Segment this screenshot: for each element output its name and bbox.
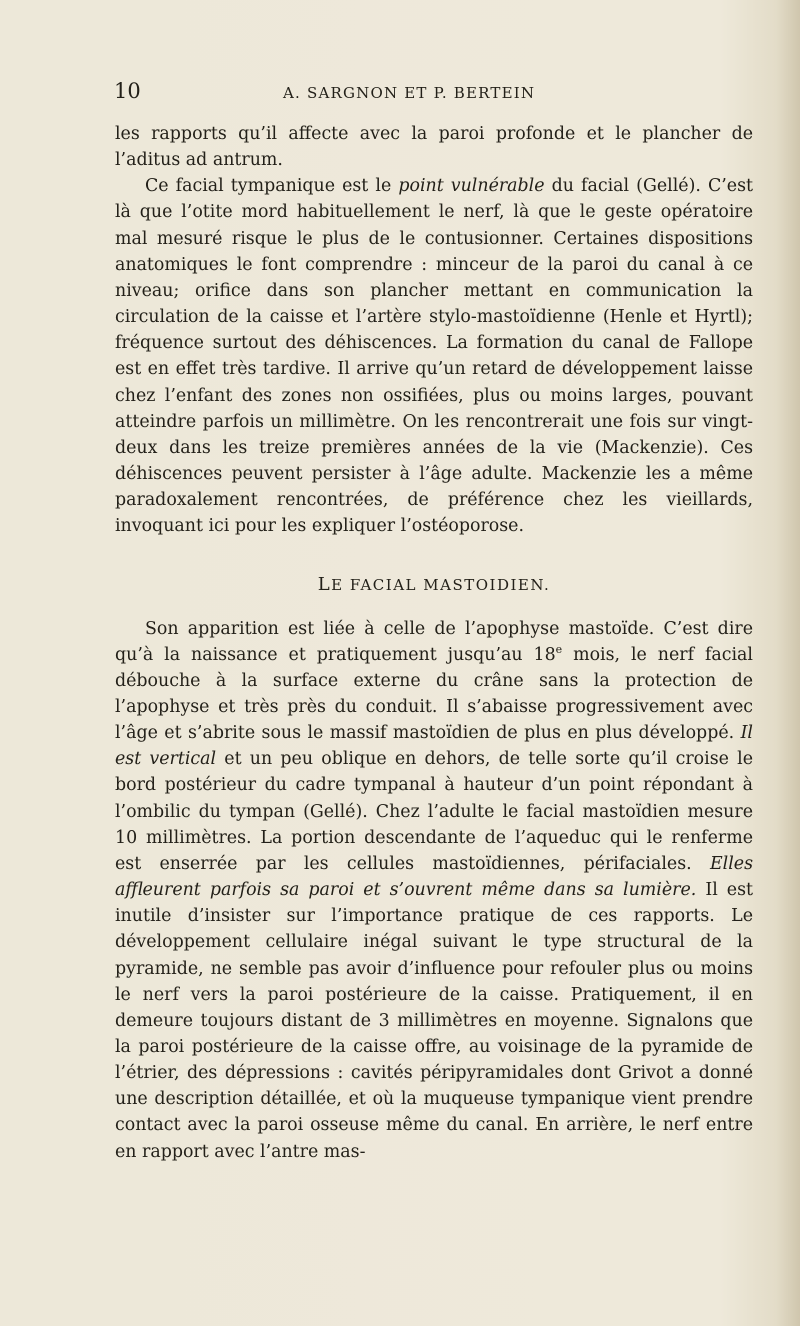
- text-run: Son apparition est liée à celle de l’apophyse mastoïde. C’est dire qu’à la naissance et pratiquement jusqu’au 18: [115, 618, 753, 665]
- heading-rest: E FACIAL MASTOIDIEN.: [331, 575, 551, 594]
- section-heading: [115, 574, 753, 596]
- text-run: Il est inutile d’insister sur l’importance pratique de ces rapports. Le développement cellulaire inégal suivant le type structural de la pyramide, ne semble pas avoir d’influence pour refouler plus ou moins le nerf vers la paroi postérieure de la caisse. Pratiquement, il en demeure toujours distant de 3 millimètres en moyenne. Signalons que la paroi postérieure de la caisse offre, au voisinage de la pyramide de l’étrier, des dépressions : cavités péripyramidales dont Grivot a donné une description détaillée, et où la muqueuse tympanique vient prendre contact avec la paroi osseuse même du canal. En arrière, le nerf entre en rapport avec l’antre mas-: [115, 880, 754, 1162]
- page-number: 10: [114, 79, 141, 103]
- body-text: [115, 121, 753, 1165]
- text-run: mois, le nerf facial débouche à la surface externe du crâne sans la protection de l’apophyse et très près du conduit. Il s’abaisse progressivement avec l’âge et s’abrite sous le massif mastoïdien de plus en plus développé.: [115, 644, 753, 744]
- paragraph-continuation: les rapports qu’il affecte avec la paroi profonde et le plancher de l’aditus ad antrum.: [115, 124, 753, 171]
- superscript: e: [555, 642, 563, 656]
- italic-run: Il est vertical: [115, 723, 753, 770]
- text-run: du facial (Gellé). C’est là que l’otite mord habituellement le nerf, là que le geste opératoire mal mesuré risque le plus de le contusionner. Certaines dispositions anatomiques le font comprendre : minceur de la paroi du canal à ce niveau; orifice dans son plancher mettant en communication la circulation de la caisse et l’artère stylo-mastoïdienne (Henle et Hyrtl); fréquence surtout des déhiscences. La formation du canal de Fallope est en effet très tardive. Il arrive qu’un retard de développement laisse chez l’enfant des zones non ossifiées, plus ou moins larges, pouvant atteindre parfois un millimètre. On les rencontrerait une fois sur vingt-deux dans les treize premières années de la vie (Mackenzie). Ces déhiscences peuvent persister à l’âge adulte. Mackenzie les a même paradoxalement rencontrées, de préférence chez les vieillards, invoquant ici pour les expliquer l’ostéoporose.: [115, 176, 754, 537]
- running-head-title: A. SARGNON ET P. BERTEIN: [283, 84, 536, 102]
- italic-run: Elles affleurent parfois sa paroi et s’ouvrent même dans sa lumière.: [115, 853, 753, 901]
- paragraph-facial-mastoidien: [115, 616, 753, 1165]
- running-head: [108, 78, 753, 108]
- text-run: et un peu oblique en dehors, de telle sorte qu’il croise le bord postérieur du cadre tympanal à hauteur d’un point répondant à l’ombilic du tympan (Gellé). Chez l’adulte le facial mastoïdien mesure 10 millimètres. La portion descendante de l’aqueduc qui le renferme est enserrée par les cellules mastoïdiennes, périfaciales.: [115, 749, 753, 874]
- text-run: Ce facial tympanique est le: [145, 176, 399, 197]
- heading-initial: L: [317, 573, 332, 595]
- italic-run: point vulnérable: [398, 176, 545, 197]
- paragraph-facial-tympanique: [115, 173, 753, 539]
